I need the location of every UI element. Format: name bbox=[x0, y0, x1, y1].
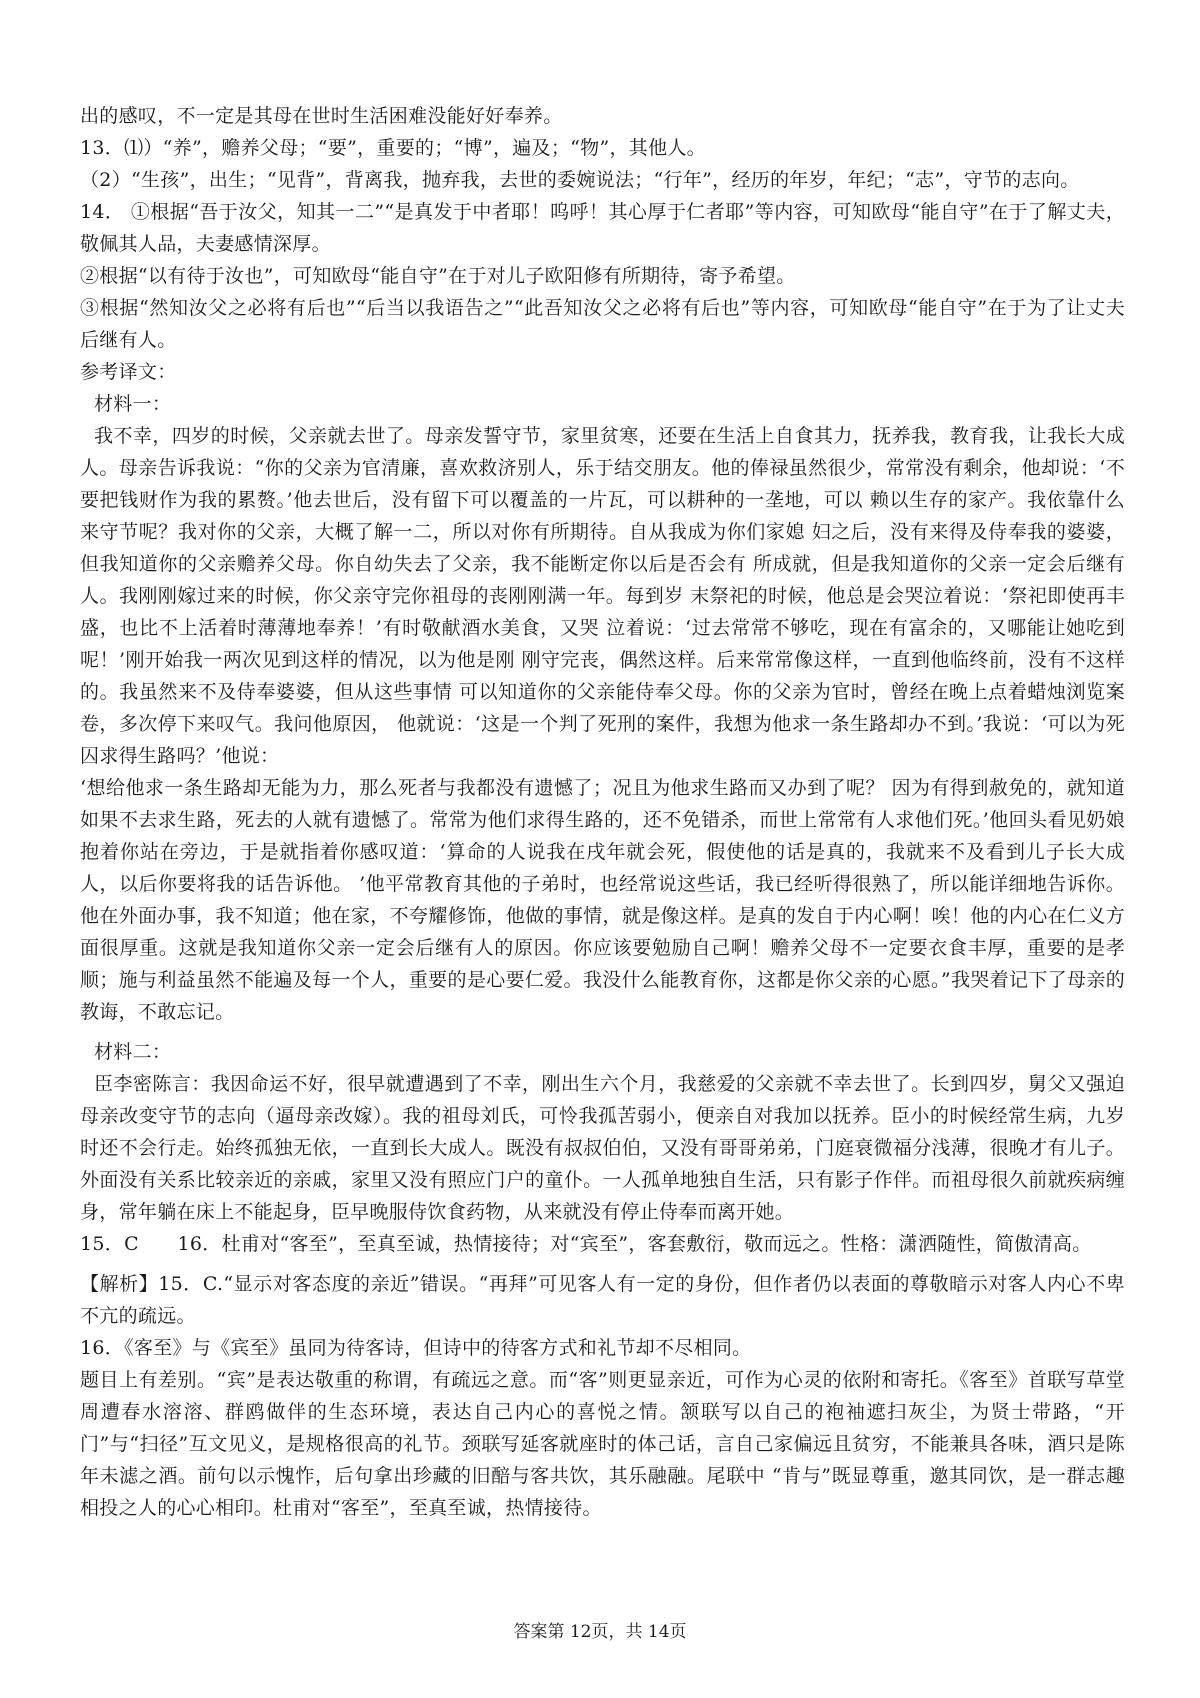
answer-14-point-2: ②根据“以有待于汝也”，可知欧母“能自守”在于对儿子欧阳修有所期待，寄予希望。 bbox=[80, 265, 796, 287]
analysis-15: 【解析】15．C.“显示对客态度的亲近”错误。“再拜”可见客人有一定的身份，但作者仍以表面的尊敬暗示对客人内心不卑不亢的疏远。 bbox=[80, 1273, 1125, 1327]
answer-13-part-1: 13．⑴）“养”，赡养父母；“要”，重要的；“博”，遍及；“物”，其他人。 bbox=[80, 137, 706, 159]
material-1-translation-part-1: 我不幸，四岁的时候，父亲就去世了。母亲发誓守节，家里贫寒，还要在生活上自食其力，抚养我，教育我，让我长大成人。母亲告诉我说：“你的父亲为官清廉，喜欢救济别人，乐于结交朋友。他的俸禄虽然很少，常常没有剩余，他却说：‘不要把钱财作为我的累赘。’他去世后，没有留下可以覆盖的一片瓦，可以耕种的一垄地，可以 赖以生存的家产。我依靠什么来守节呢？我对你的父亲，大概了解一二，所以对你有所期待。自从我成为你们家媳 妇之后，没有来得及侍奉我的婆婆，但我知道你的父亲赡养父母。你自幼失去了父亲，我不能断定你以后是否会有 所成就，但是我知道你的父亲一定会后继有人。我刚刚嫁过来的时候，你父亲守完你祖母的丧刚刚满一年。每到岁 末祭祀的时候，他总是会哭泣着说：‘祭祀即使再丰盛，也比不上活着时薄薄地奉养！’有时敬献酒水美食，又哭 泣着说：‘过去常常不够吃，现在有富余的，又哪能让她吃到呢！’刚开始我一两次见到这样的情况，以为他是刚 刚守完丧，偶然这样。后来常常像这样，一直到他临终前，没有不这样的。我虽然来不及侍奉婆婆，但从这些事情 可以知道你的父亲能侍奉父母。你的父亲为官时，曾经在晚上点着蜡烛浏览案卷，多次停下来叹气。我问他原因， 他就说：‘这是一个判了死刑的案件，我想为他求一条生路却办不到。’我说：‘可以为死囚求得生路吗？’他说： bbox=[80, 425, 1125, 767]
page-footer: 答案第 12页，共 14页 bbox=[513, 1622, 687, 1642]
material-1-translation-part-2: ‘想给他求一条生路却无能为力，那么死者与我都没有遗憾了；况且为他求生路而又办到了呢？ 因为有得到赦免的，就知道如果不去求生路，死去的人就有遗憾了。常常为他们求得生路的，还不免错杀，而世上常常有人求他们死。’他回头看见奶娘抱着你站在旁边，于是就指着你感叹道：‘算命的人说我在戌年就会死，假使他的话是真的，我就来不及看到儿子长大成人，以后你要将我的话告诉他。 ’他平常教育其他的子弟时，也经常说这些话，我已经听得很熟了，所以能详细地告诉你。他在外面办事，我不知道；他在家，不夸耀修饰，他做的事情，就是像这样。是真的发自于内心啊！唉！他的内心在仁义方面很厚重。这就是我知道你父亲一定会后继有人的原因。你应该要勉励自己啊！赡养父母不一定要衣食丰厚，重要的是孝顺；施与利益虽然不能遍及每一个人，重要的是心要仁爱。我没什么能教育你，这都是你父亲的心愿。”我哭着记下了母亲的教诲，不敢忘记。 bbox=[80, 777, 1125, 1023]
paragraph-continuation: 出的感叹，不一定是其母在世时生活困难没能好好奉养。 bbox=[80, 105, 563, 127]
material-2-heading: 材料二： bbox=[94, 1041, 172, 1063]
material-1-heading: 材料一： bbox=[94, 393, 172, 415]
analysis-16-body: 题目上有差别。“宾”是表达敬重的称谓，有疏远之意。而“客”则更显亲近，可作为心灵的依附和寄托。《客至》首联写草堂周遭春水溶溶、群鸥做伴的生态环境，表达自己内心的喜悦之情。颔联写以自己的袍袖遮扫灰尘，为贤士带路，“开门”与“扫径”互文见义，是规格很高的礼节。颈联写延客就座时的体己话，言自己家偏远且贫穷，不能兼具各味，酒只是陈年未滤之酒。前句以示愧怍，后句拿出珍藏的旧醅与客共饮，其乐融融。尾联中 “肯与”既显尊重，邀其同饮，是一群志趣相投之人的心心相印。杜甫对“客至”，至真至诚，热情接待。 bbox=[80, 1369, 1126, 1519]
answer-15-16: 15．C 16．杜甫对“客至”，至真至诚，热情接待；对“宾至”，客套敷衍，敬而远之。性格：潇洒随性，简傲清高。 bbox=[80, 1233, 1092, 1255]
answer-page-body bbox=[80, 100, 1125, 1524]
answer-14-point-3: ③根据“然知汝父之必将有后也”“后当以我语告之”“此吾知汝父之必将有后也”等内容，可知欧母“能自守”在于为了让丈夫后继有人。 bbox=[80, 297, 1125, 351]
analysis-16-intro: 16．《客至》与《宾至》虽同为待客诗，但诗中的待客方式和礼节却不尽相同。 bbox=[80, 1337, 752, 1359]
answer-13-part-2: （2）“生孩”，出生；“见背”，背离我，抛弃我，去世的委婉说法；“行年”，经历的年岁，年纪；“志”，守节的志向。 bbox=[80, 169, 1080, 191]
answer-14-point-1: 14． ①根据“吾于汝父，知其一二”“是真发于中者耶！呜呼！其心厚于仁者耶”等内容，可知欧母“能自守”在于了解丈夫，敬佩其人品，夫妻感情深厚。 bbox=[80, 201, 1125, 255]
material-2-translation: 臣李密陈言：我因命运不好，很早就遭遇到了不幸，刚出生六个月，我慈爱的父亲就不幸去世了。长到四岁，舅父又强迫母亲改变守节的志向（逼母亲改嫁）。我的祖母刘氏，可怜我孤苦弱小，便亲自对我加以抚养。臣小的时候经常生病，九岁时还不会行走。始终孤独无依，一直到长大成人。既没有叔叔伯伯，又没有哥哥弟弟，门庭衰微福分浅薄，很晚才有儿子。外面没有关系比较亲近的亲戚，家里又没有照应门户的童仆。一人孤单地独自生活，只有影子作伴。而祖母很久前就疾病缠身，常年躺在床上不能起身，臣早晚服侍饮食药物，从来就没有停止侍奉而离开她。 bbox=[80, 1073, 1125, 1223]
translation-heading: 参考译文： bbox=[80, 361, 177, 383]
